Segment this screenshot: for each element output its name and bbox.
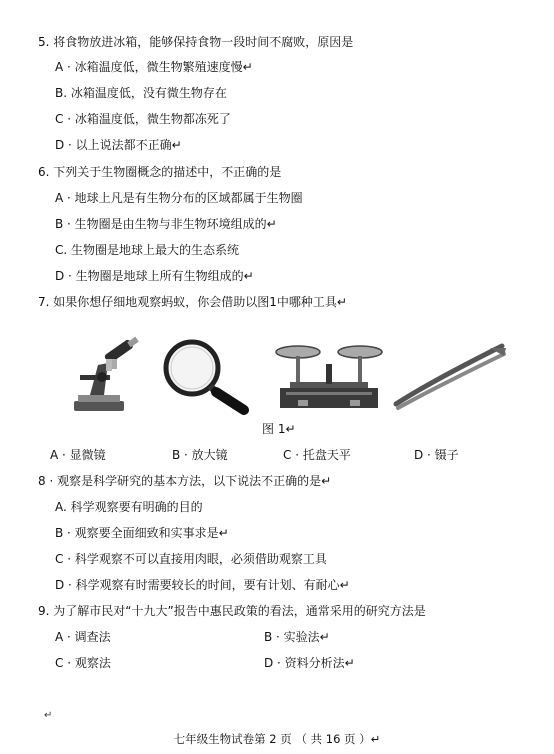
question-5-option-d: D · 以上说法都不正确↵ <box>55 138 182 152</box>
question-9-option-c: C · 观察法 <box>55 656 111 670</box>
question-7-option-c: C · 托盘天平 <box>283 448 351 462</box>
question-9-stem: 9. 为了解市民对“十九大”报告中惠民政策的看法，通常采用的研究方法是 <box>38 604 426 618</box>
figure-caption: 图 1↵ <box>262 422 296 436</box>
question-8-option-c: C · 科学观察不可以直接用肉眼，必须借助观察工具 <box>55 552 327 566</box>
question-6-option-a: A · 地球上凡是有生物分布的区域都属于生物圈 <box>55 191 303 205</box>
question-9-option-d: D · 资料分析法↵ <box>264 656 355 670</box>
tray-balance-image <box>270 338 388 416</box>
question-6-option-b: B · 生物圈是由生物与非生物环境组成的↵ <box>55 217 277 231</box>
question-9-option-a: A · 调查法 <box>55 630 111 644</box>
question-5-stem: 5. 将食物放进冰箱，能够保持食物一段时间不腐败，原因是 <box>38 35 354 49</box>
magnifying-glass-image <box>158 338 254 416</box>
blank-line-mark: ↵ <box>44 710 53 721</box>
question-9-option-b: B · 实验法↵ <box>264 630 330 644</box>
question-7-option-a: A · 显微镜 <box>50 448 106 462</box>
tweezers-image <box>390 338 510 416</box>
question-7-option-b: B · 放大镜 <box>172 448 228 462</box>
question-6-option-d: D · 生物圈是地球上所有生物组成的↵ <box>55 269 254 283</box>
page-footer: 七年级生物试卷第 2 页 （ 共 16 页 ）↵ <box>173 732 381 746</box>
question-6-stem: 6. 下列关于生物圈概念的描述中，不正确的是 <box>38 165 282 179</box>
question-7-stem: 7. 如果你想仔细地观察蚂蚁，你会借助以图1中哪种工具↵ <box>38 295 347 309</box>
question-8-option-d: D · 科学观察有时需要较长的时间，要有计划、有耐心↵ <box>55 578 350 592</box>
question-5-option-a: A · 冰箱温度低，微生物繁殖速度慢↵ <box>55 60 253 74</box>
microscope-image <box>68 335 152 415</box>
question-8-stem: 8 · 观察是科学研究的基本方法，以下说法不正确的是↵ <box>38 474 332 488</box>
question-8-option-a: A. 科学观察要有明确的目的 <box>55 500 203 514</box>
question-7-option-d: D · 镊子 <box>414 448 459 462</box>
question-5-option-b: B. 冰箱温度低，没有微生物存在 <box>55 86 227 100</box>
question-8-option-b: B · 观察要全面细致和实事求是↵ <box>55 526 229 540</box>
question-5-option-c: C · 冰箱温度低，微生物都冻死了 <box>55 112 231 126</box>
question-6-option-c: C. 生物圈是地球上最大的生态系统 <box>55 243 240 257</box>
